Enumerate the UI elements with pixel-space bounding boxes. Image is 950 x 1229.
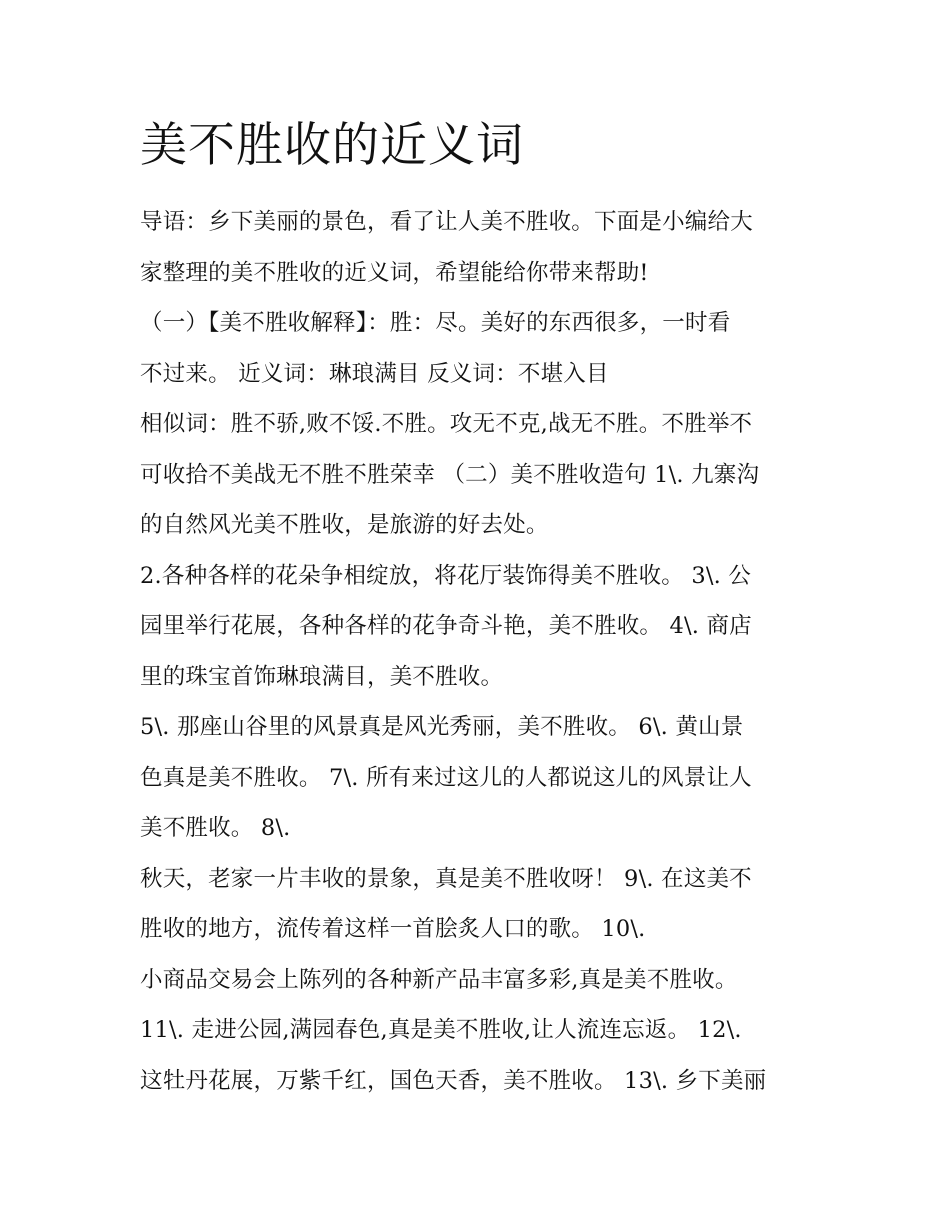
document-body <box>140 197 830 1106</box>
text-line: 秋天，老家一片丰收的景象，真是美不胜收呀！ 9\. 在这美不 <box>140 865 752 892</box>
text-line: 胜收的地方，流传着这样一首脍炙人口的歌。 10\. <box>140 916 646 942</box>
text-line: 11\. 走进公园,满园春色,真是美不胜收,让人流连忘返。 12\. <box>140 1017 742 1043</box>
text-line: 导语：乡下美丽的景色，看了让人美不胜收。下面是小编给大 <box>140 209 753 235</box>
document-title: 美不胜收的近义词 <box>140 118 524 173</box>
text-line: 园里举行花展，各种各样的花争奇斗艳，美不胜收。 4\. 商店 <box>140 613 752 639</box>
text-line: 里的珠宝首饰琳琅满目，美不胜收。 <box>140 663 504 690</box>
text-line: 相似词：胜不骄,败不馁.不胜。攻无不克,战无不胜。不胜举不 <box>140 411 753 437</box>
text-line: 美不胜收。 8\. <box>140 815 291 841</box>
text-line: 小商品交易会上陈列的各种新产品丰富多彩,真是美不胜收。 <box>140 966 738 993</box>
text-line: 可收拾不美战无不胜不胜荣幸 （二）美不胜收造句 1\. 九寨沟 <box>140 461 760 488</box>
text-line: 家整理的美不胜收的近义词，希望能给你带来帮助! <box>140 259 649 286</box>
text-line: 这牡丹花展，万紫千红，国色天香，美不胜收。 13\. 乡下美丽 <box>140 1067 767 1094</box>
text-line: 5\. 那座山谷里的风景真是风光秀丽，美不胜收。 6\. 黄山景 <box>140 714 744 740</box>
text-line: （一）【美不胜收解释】：胜：尽。美好的东西很多，一时看 <box>140 310 731 336</box>
text-line: 2.各种各样的花朵争相绽放，将花厅装饰得美不胜收。 3\. 公 <box>140 562 752 589</box>
text-line: 的自然风光美不胜收，是旅游的好去处。 <box>140 512 549 538</box>
text-line: 不过来。 近义词：琳琅满目 反义词：不堪入目 <box>140 360 609 387</box>
text-line: 色真是美不胜收。 7\. 所有来过这儿的人都说这儿的风景让人 <box>140 764 752 791</box>
